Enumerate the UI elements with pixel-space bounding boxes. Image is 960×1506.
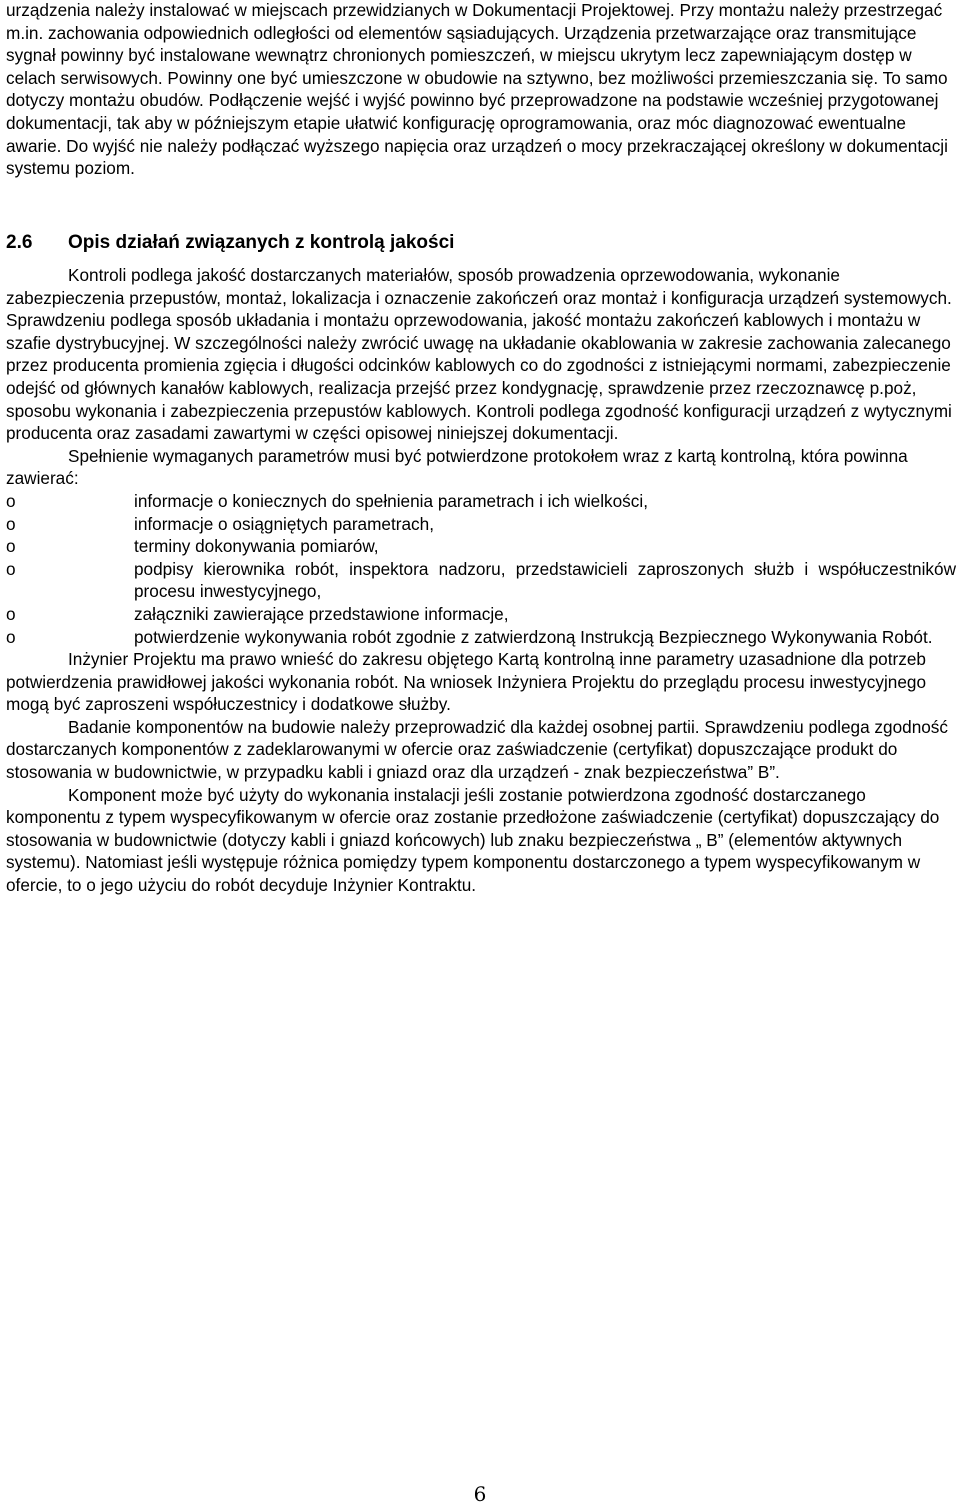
list-item-text: potwierdzenie wykonywania robót zgodnie z zatwierdzoną Instrukcją Bezpiecznego Wykonywania Robót. [134,626,933,647]
list-item-text: terminy dokonywania pomiarów, [134,536,379,557]
list-item [6,490,956,513]
section-heading [6,231,454,255]
bullet-marker: o [6,626,16,647]
bullet-marker: o [6,490,16,511]
bullet-marker: o [6,558,16,579]
bullet-marker: o [6,603,16,624]
paragraph-engineer-rights: Inżynier Projektu ma prawo wnieść do zakresu objętego Kartą kontrolną inne parametry uzasadnione dla potrzeb potwierdzenia prawidłowej jakości wykonania robót. Na wniosek Inżyniera Projektu do przeglądu procesu inwestycyjnego mogą być zaproszeni współuczestnicy i dodatkowe służby. [6,649,927,715]
protocol-requirements-list [6,490,956,648]
paragraph-quality-control: Kontroli podlega jakość dostarczanych materiałów, sposób prowadzenia oprzewodowania, wykonanie zabezpieczenia przepustów, montaż, lokalizacja i oznaczenie zakończeń oraz montaż i konfiguracja urządzeń systemowych. Sprawdzeniu podlega sposób układania i montażu oprzewodowania, jakość montażu zakończeń kablowych i montażu w szafie dystrybucyjnej. W szczególności należy zwrócić uwagę na układanie okablowania w zakresie zachowania zalecanego przez producenta promienia zgięcia i długości odcinków kablowych co do zgodności z istniejącymi normami, zabezpieczenie odejść od głównych kanałów kablowych, realizacja przejść przez kondygnację, sprawdzenie przez rzeczoznawcę p.poż, sposobu wykonania i zabezpieczenia przepustów kablowych. Kontroli podlega zgodność konfiguracji urządzeń z wytycznymi producenta oraz zasadami zawartymi w części opisowej niniejszej dokumentacji. [6,265,952,444]
paragraph-component-usage: Komponent może być użyty do wykonania instalacji jeśli zostanie potwierdzona zgodność dostarczanego komponentu z typem wyspecyfikowanym w ofercie oraz zostanie przedłożone zaświadczenie (certyfikat) dopuszczający do stosowania w budownictwie (dotyczy kabli i gniazd końcowych) lub znaku bezpieczeństwa „ B” (elementów aktywnych systemu). Natomiast jeśli występuje różnica pomiędzy typem komponentu dostarczonego a typem wyspecyfikowanym w ofercie, to o jego użyciu do robót decyduje Inżynier Kontraktu. [6,784,940,896]
bullet-marker: o [6,513,16,534]
section-body [6,264,956,897]
list-item-text: informacje o koniecznych do spełnienia parametrach i ich wielkości, [134,490,648,511]
paragraph-component-testing: Badanie komponentów na budowie należy przeprowadzić dla każdej osobnej partii. Sprawdzeniu podlega zgodność dostarczanych komponentów z zadeklarowanymi w ofercie oraz zaświadczenie (certyfikat) dopuszczające produkt do stosowania w budownictwie, w przypadku kabli i gniazd oraz dla urządzeń - znak bezpieczeństwa” B”. [6,716,948,783]
paragraph-protocol-intro: Spełnienie wymaganych parametrów musi być potwierdzone protokołem wraz z kartą kontrolną, która powinna zawierać: [6,445,908,489]
intro-paragraph: urządzenia należy instalować w miejscach przewidzianych w Dokumentacji Projektowej. Przy montażu należy przestrzegać m.in. zachowania odpowiednich odległości od elementów sąsiadujących. Urządzenia przetwarzające oraz transmitujące sygnał powinny być instalowane wewnątrz chronionych pomieszczeń, w miejscu ukrytym lecz zapewniającym dostęp w celach serwisowych. Powinny one być umieszczone w obudowie na sztywno, bez możliwości przemieszczania się. To samo dotyczy montażu obudów. Podłączenie wejść i wyjść powinno być przeprowadzone na podstawie wcześniej przygotowanej dokumentacji, tak aby w późniejszym etapie ułatwić konfigurację oprogramowania, oraz móc diagnozować ewentualne awarie. Do wyjść nie należy podłączać wyższego napięcia oraz urządzeń o mocy przekraczającej określony w dokumentacji systemu poziom. [6,0,948,179]
list-item [6,603,956,626]
section-title: Opis działań związanych z kontrolą jakości [68,232,455,253]
list-item-text: informacje o osiągniętych parametrach, [134,513,434,534]
intro-section [6,0,956,180]
section-number: 2.6 [6,232,33,253]
list-item [6,513,956,536]
page-number: 6 [473,1482,487,1506]
list-item [6,626,956,649]
list-item [6,535,956,558]
list-item-text: podpisy kierownika robót, inspektora nadzoru, przedstawicieli zaproszonych służb i współuczestników procesu inwestycyjnego, [134,558,956,602]
bullet-marker: o [6,536,16,557]
list-item-text: załączniki zawierające przedstawione informacje, [134,603,509,624]
list-item [6,558,956,603]
